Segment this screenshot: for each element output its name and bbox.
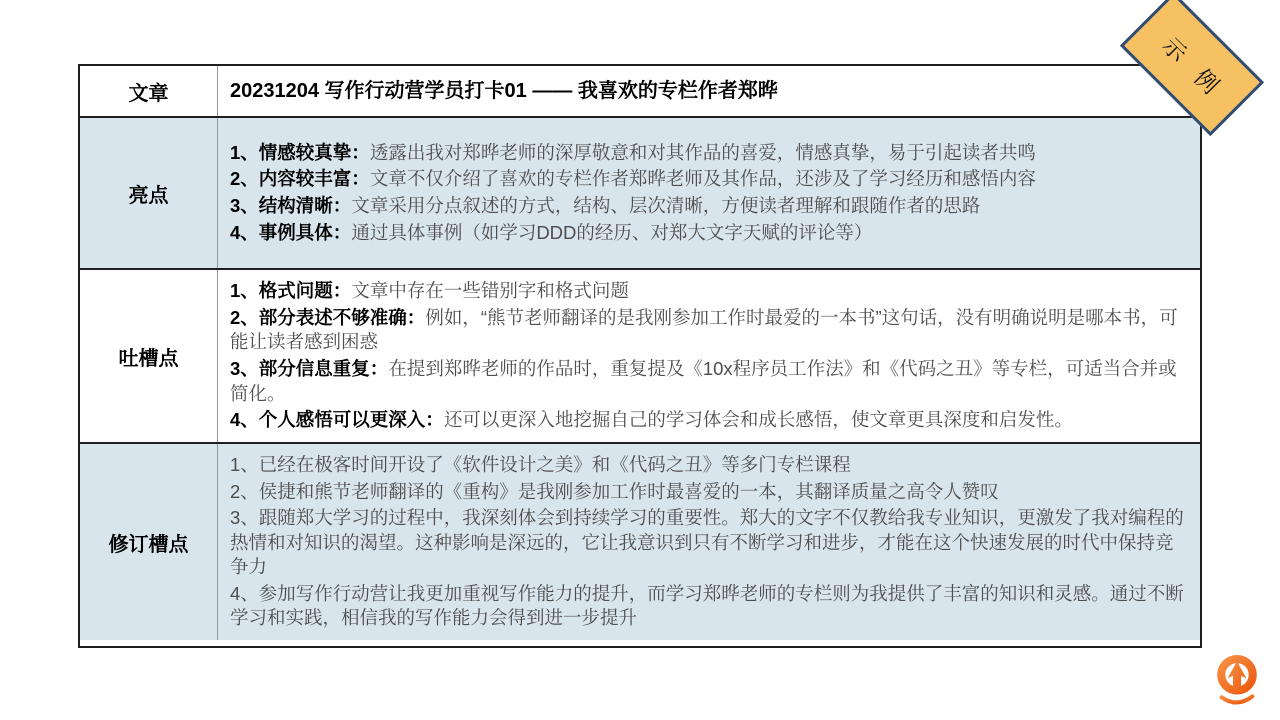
table-row-highlights xyxy=(80,116,1200,268)
list-item: 4、事例具体：通过具体事例（如学习DDD的经历、对郑大文字天赋的评论等） xyxy=(230,221,873,243)
list-item: 1、情感较真挚：透露出我对郑晔老师的深厚敬意和对其作品的喜爱，情感真挚，易于引起读者共鸣 xyxy=(230,141,1036,163)
article-title: 20231204 写作行动营学员打卡01 —— 我喜欢的专栏作者郑晔 xyxy=(230,79,778,102)
example-stamp-label: 示例 xyxy=(1157,31,1240,114)
revised-complaints-cell xyxy=(217,444,1200,640)
geektime-logo-icon xyxy=(1210,652,1264,712)
review-table xyxy=(78,64,1202,648)
table-row-article xyxy=(80,66,1200,116)
list-item: 3、结构清晰：文章采用分点叙述的方式，结构、层次清晰，方便读者理解和跟随作者的思路 xyxy=(230,195,981,216)
highlights-cell xyxy=(217,118,1200,268)
list-item: 1、已经在极客时间开设了《软件设计之美》和《代码之丑》等多门专栏课程 xyxy=(230,453,851,475)
row-header-highlights: 亮点 xyxy=(128,184,169,207)
article-title-cell xyxy=(217,66,1200,116)
row-header-revised-complaints: 修订槽点 xyxy=(108,533,189,556)
table-row-revised-complaints xyxy=(80,442,1200,640)
table-row-complaints xyxy=(80,268,1200,442)
list-item: 1、格式问题：文章中存在一些错别字和格式问题 xyxy=(230,280,629,302)
list-item: 2、侯捷和熊节老师翻译的《重构》是我刚参加工作时最喜爱的一本，其翻译质量之高令人赞叹 xyxy=(230,480,999,502)
list-item: 3、跟随郑大学习的过程中，我深刻体会到持续学习的重要性。郑大的文字不仅教给我专业知识，更激发了我对编程的热情和对知识的渴望。这种影响是深远的，它让我意识到只有不断学习和进步，才能在这个快速发展的时代中保持竞争力 xyxy=(230,507,1184,578)
list-item: 3、部分信息重复：在提到郑晔老师的作品时，重复提及《10x程序员工作法》和《代码之丑》等专栏，可适当合并或简化。 xyxy=(230,358,1177,404)
row-header-complaints: 吐槽点 xyxy=(118,347,179,370)
list-item: 2、部分表述不够准确：例如，“熊节老师翻译的是我刚参加工作时最爱的一本书”这句话，没有明确说明是哪本书，可能让读者感到困惑 xyxy=(230,306,1178,353)
row-header-article: 文章 xyxy=(128,82,169,105)
list-item: 2、内容较丰富：文章不仅介绍了喜欢的专栏作者郑晔老师及其作品，还涉及了学习经历和感悟内容 xyxy=(230,168,1036,190)
list-item: 4、参加写作行动营让我更加重视写作能力的提升，而学习郑晔老师的专栏则为我提供了丰富的知识和灵感。通过不断学习和实践，相信我的写作能力会得到进一步提升 xyxy=(230,582,1184,629)
list-item: 4、个人感悟可以更深入：还可以更深入地挖掘自己的学习体会和成长感悟，使文章更具深度和启发性。 xyxy=(230,409,1073,431)
complaints-cell xyxy=(217,270,1200,442)
